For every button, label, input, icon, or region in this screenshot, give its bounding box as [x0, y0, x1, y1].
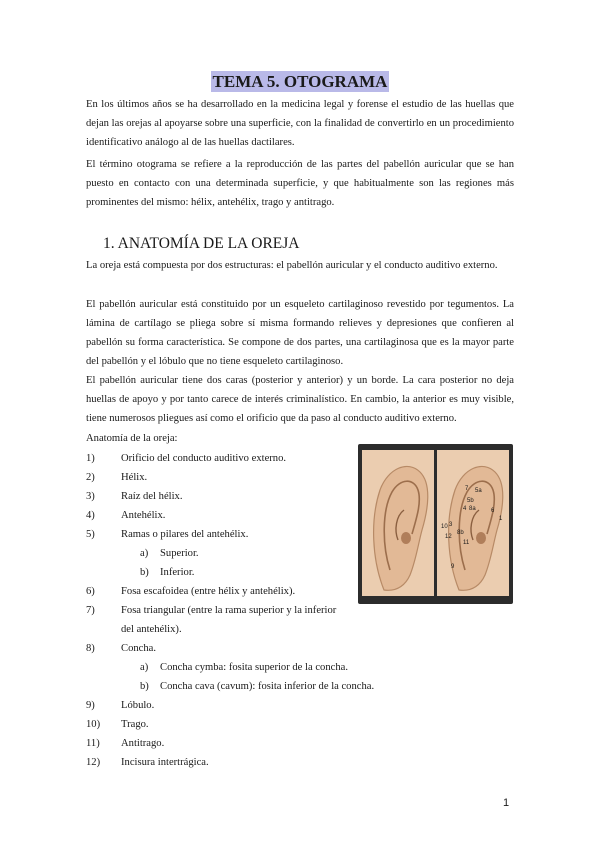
list-item: 12) Incisura intertrágica.: [86, 757, 209, 768]
figure-label: 6: [491, 508, 495, 514]
section-paragraph-1: La oreja está compuesta por dos estructuras: el pabellón auricular y el conducto auditivo externo.: [86, 260, 498, 271]
figure-label: 10: [441, 524, 448, 530]
list-item: 7) Fosa triangular (entre la rama superior y la inferior: [86, 605, 337, 616]
figure-label: 5a: [475, 488, 482, 494]
list-item: 1) Orificio del conducto auditivo externo.: [86, 453, 287, 464]
page-number: 1: [503, 797, 510, 809]
list-item: 9) Lóbulo.: [86, 700, 155, 711]
figure-label: 8b: [457, 530, 464, 536]
figure-label: 5b: [467, 498, 474, 504]
list-item: 3) Raíz del hélix.: [86, 491, 183, 502]
list-item: 6) Fosa escafoidea (entre hélix y antehélix).: [86, 586, 296, 597]
figure-label: 12: [445, 534, 452, 540]
list-item: 10) Trago.: [86, 719, 149, 730]
ear-anatomy-figure: [358, 444, 513, 604]
list-item: 4) Antehélix.: [86, 510, 166, 521]
ear-illustration: [437, 450, 509, 596]
page-title: [0, 72, 600, 92]
figure-label: 8a: [469, 506, 476, 512]
list-item: 5) Ramas o pilares del antehélix.: [86, 529, 249, 540]
list-item-continuation: del antehélix).: [121, 624, 182, 635]
figure-label: 9: [451, 564, 455, 570]
list-item: 11) Antitrago.: [86, 738, 165, 749]
section-paragraph-4: Anatomía de la oreja:: [86, 433, 178, 444]
list-subitem: a) Superior.: [140, 548, 199, 559]
ear-photo-right-labeled: [437, 450, 509, 596]
anatomy-list: [86, 449, 386, 772]
figure-label: 11: [463, 540, 470, 546]
section-paragraph-2: El pabellón auricular está constituido por un esqueleto cartilaginoso revestido por tegumentos. La lámina de cartílago se pliega sobre sí misma formando relieves y depresiones que confieren al pabellón su forma característica. Se compone de dos partes, una cartilaginosa que es la mayor parte del pabellón y el lóbulo que no tiene esqueleto cartilaginoso.: [86, 299, 514, 367]
figure-label: 3: [449, 522, 453, 528]
figure-label: 7: [465, 486, 469, 492]
intro-paragraph-1: En los últimos años se ha desarrollado en la medicina legal y forense el estudio de las huellas que dejan las orejas al apoyarse sobre una superficie, con la finalidad de convertirlo en un procedimiento identificativo análogo al de las huellas dactilares.: [86, 99, 514, 148]
list-subitem: a) Concha cymba: fosita superior de la concha.: [140, 662, 348, 673]
list-subitem: b) Inferior.: [140, 567, 195, 578]
figure-label: 1: [499, 516, 503, 522]
title-text: TEMA 5. OTOGRAMA: [212, 72, 388, 91]
section-paragraph-3: El pabellón auricular tiene dos caras (posterior y anterior) y un borde. La cara posterior no deja huellas de apoyo y por tanto carece de interés criminalístico. En cambio, la anterior es muy visible, tiene numerosos pliegues así como el orificio que da paso al conducto auditivo externo.: [86, 375, 514, 424]
list-item: 2) Hélix.: [86, 472, 148, 483]
ear-photo-left: [362, 450, 434, 596]
figure-label: 4: [463, 506, 467, 512]
ear-illustration: [362, 450, 434, 596]
list-subitem: b) Concha cava (cavum): fosita inferior de la concha.: [140, 681, 375, 692]
intro-paragraph-2: El término otograma se refiere a la reproducción de las partes del pabellón auricular que se han puesto en contacto con una determinada superficie, y que habitualmente son las regiones más prominentes del mismo: hélix, antehélix, trago y antitrago.: [86, 159, 514, 208]
section-heading: 1. ANATOMÍA DE LA OREJA: [103, 235, 300, 252]
list-item: 8) Concha.: [86, 643, 157, 654]
